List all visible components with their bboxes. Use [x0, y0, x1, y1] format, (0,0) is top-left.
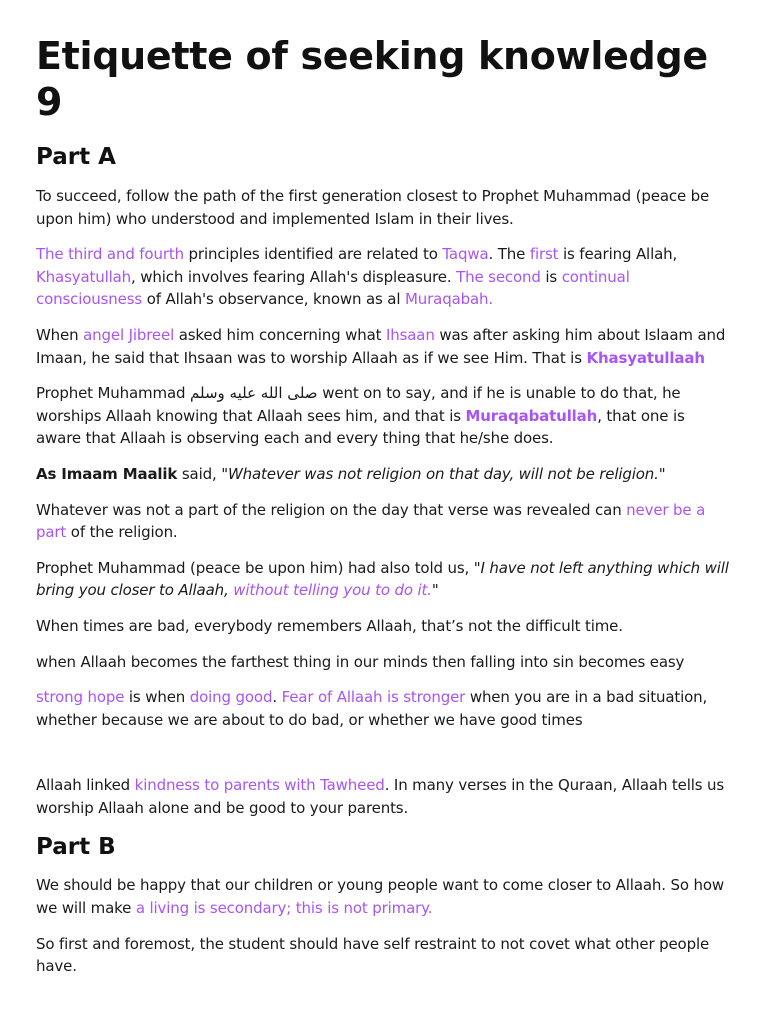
section-heading-part-b: Part B — [36, 833, 116, 860]
text: is fearing Allah, — [558, 245, 678, 264]
text: Allaah linked — [36, 776, 135, 795]
arabic-salutation: صلى الله عليه وسلم — [190, 384, 318, 403]
highlight-text: Taqwa — [442, 245, 489, 264]
text: , which involves fearing Allah's displeasure. — [131, 267, 457, 286]
paragraph-hadith — [36, 557, 732, 602]
text: of Allah's observance, known as al — [142, 290, 405, 309]
text: When times are bad, everybody remembers Allaah, that’s not the difficult time. — [36, 616, 623, 635]
highlight-bold-text: Muraqabatullah — [465, 406, 598, 425]
highlight-text: The third and fourth — [36, 245, 184, 264]
highlight-text: Muraqabah. — [405, 290, 494, 309]
highlight-text: doing good — [189, 688, 273, 707]
paragraph-parents — [36, 774, 732, 819]
text: . In many verses in the Quraan, Allaah tells us worship Allaah alone and be good to your parents. — [36, 776, 725, 817]
paragraph-ihsaan — [36, 324, 732, 369]
highlight-bold-text: Khasyatullaah — [586, 348, 705, 367]
highlight-text: angel Jibreel — [83, 326, 175, 345]
paragraph-imaam-maalik — [36, 463, 732, 486]
text: Prophet Muhammad — [36, 384, 191, 403]
paragraph-self-restraint — [36, 933, 732, 978]
highlight-text: a living is secondary; this is not primary. — [135, 899, 433, 918]
text: is when — [124, 688, 190, 707]
quote-text: "Whatever was not religion on that day, will not be religion." — [221, 465, 666, 484]
text: asked him concerning what — [174, 326, 386, 345]
highlight-text: first — [529, 245, 559, 264]
page-title: Etiquette of seeking knowledge 9 — [36, 34, 708, 124]
quote-text: " — [431, 581, 439, 600]
paragraph-taqwa — [36, 243, 732, 311]
text: principles identified are related to — [183, 245, 443, 264]
text: . — [272, 688, 282, 707]
highlight-text: kindness to parents with Tawheed — [134, 776, 385, 795]
highlight-text: never be a part — [36, 500, 706, 542]
text: , that one is aware that Allaah is observing each and every thing that he/she does. — [36, 406, 685, 448]
paragraph-young-people — [36, 874, 732, 919]
text: when you are in a bad situation, whether because we are about to do bad, or whether we have good times — [36, 688, 708, 729]
paragraph-bad-times — [36, 615, 732, 638]
text: when Allaah becomes the farthest thing in our minds then falling into sin becomes easy — [36, 652, 685, 671]
paragraph-farthest — [36, 651, 732, 674]
text: went on to say, and if he is unable to do that, he worships Allaah knowing that Allaah sees him, and that is — [36, 384, 681, 425]
highlight-text: continual consciousness — [36, 267, 630, 309]
section-heading-part-a: Part A — [36, 144, 116, 171]
highlight-quote-text: without telling you to do it. — [233, 581, 432, 600]
quote-text: "I have not left anything which will bring you closer to Allaah, — [36, 558, 729, 600]
text: . The — [488, 245, 530, 264]
spacer — [36, 744, 732, 774]
paragraph-intro — [36, 185, 732, 230]
paragraph-hope — [36, 686, 732, 731]
highlight-text: Ihsaan — [385, 326, 435, 345]
text: Whatever was not a part of the religion on the day that verse was revealed can — [36, 500, 627, 519]
text: We should be happy that our children or young people want to come closer to Allaah. So how we will make — [36, 876, 725, 918]
highlight-text: Khasyatullah — [36, 267, 132, 286]
text: said, — [177, 465, 222, 484]
highlight-text: The second — [456, 267, 541, 286]
paragraph-muraqabah — [36, 382, 732, 450]
text: When — [36, 326, 84, 345]
text: To succeed, follow the path of the first generation closest to Prophet Muhammad (peace be upon him) who understood and implemented Islam in their lives. — [36, 187, 710, 228]
text: Prophet Muhammad (peace be upon him) had also told us, — [36, 558, 474, 577]
bold-text: As Imaam Maalik — [36, 465, 178, 484]
text: of the religion. — [66, 523, 178, 542]
text: is — [540, 267, 562, 286]
text: was after asking him about Islaam and Imaan, he said that Ihsaan was to worship Allaah as if we see Him. That is — [36, 326, 726, 367]
highlight-text: Fear of Allaah is stronger — [281, 688, 466, 707]
highlight-text: strong hope — [36, 688, 125, 707]
paragraph-religion — [36, 499, 732, 544]
text: So first and foremost, the student should have self restraint to not covet what other people have. — [36, 934, 710, 976]
